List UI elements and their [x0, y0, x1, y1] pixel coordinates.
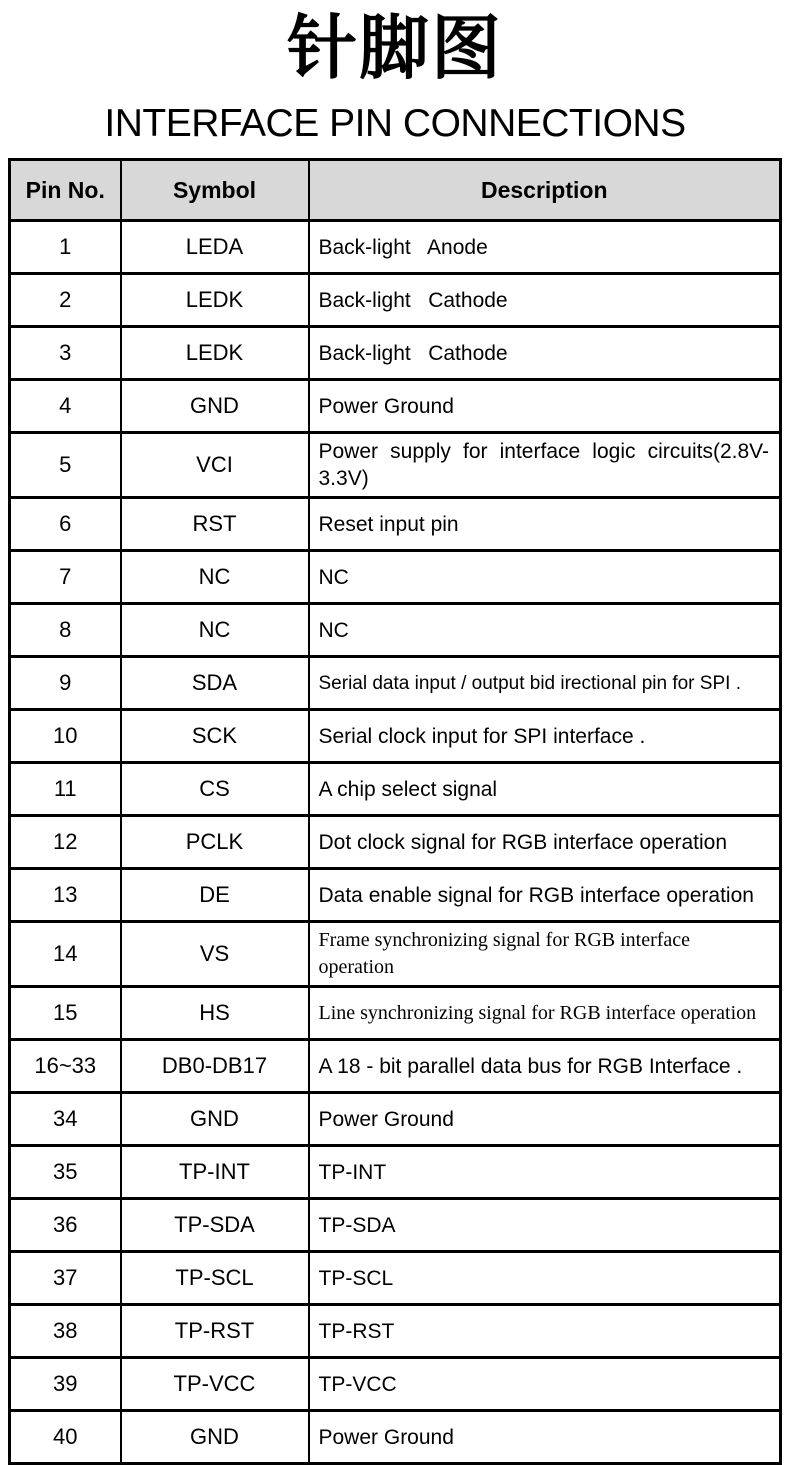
- description-cell: Data enable signal for RGB interface operation: [309, 869, 781, 922]
- table-row: [10, 274, 781, 327]
- description-cell: Dot clock signal for RGB interface operation: [309, 816, 781, 869]
- pin-cell: 14: [10, 922, 121, 987]
- symbol-cell: CS: [121, 763, 309, 816]
- symbol-cell: RST: [121, 498, 309, 551]
- pin-cell: 35: [10, 1146, 121, 1199]
- symbol-cell: TP-VCC: [121, 1358, 309, 1411]
- table-row: [10, 221, 781, 274]
- description-cell: TP-VCC: [309, 1358, 781, 1411]
- table-row: [10, 1093, 781, 1146]
- pin-cell: 10: [10, 710, 121, 763]
- symbol-cell: GND: [121, 1093, 309, 1146]
- symbol-cell: HS: [121, 987, 309, 1040]
- table-row: [10, 922, 781, 987]
- pin-cell: 37: [10, 1252, 121, 1305]
- pin-connections-table: [8, 158, 782, 1465]
- description-cell: Serial clock input for SPI interface .: [309, 710, 781, 763]
- pin-cell: 34: [10, 1093, 121, 1146]
- table-row: [10, 1146, 781, 1199]
- pin-cell: 7: [10, 551, 121, 604]
- symbol-cell: GND: [121, 380, 309, 433]
- table-row: [10, 604, 781, 657]
- description-cell: Power Ground: [309, 380, 781, 433]
- column-header-pin-no: Pin No.: [10, 160, 121, 221]
- table-body: [10, 221, 781, 1464]
- page-title-chinese: 针脚图: [287, 9, 503, 87]
- column-header-description: Description: [309, 160, 781, 221]
- pin-cell: 39: [10, 1358, 121, 1411]
- pin-cell: 12: [10, 816, 121, 869]
- table-row: [10, 710, 781, 763]
- pin-cell: 1: [10, 221, 121, 274]
- table-row: [10, 498, 781, 551]
- symbol-cell: GND: [121, 1411, 309, 1464]
- table-row: [10, 551, 781, 604]
- table-row: [10, 327, 781, 380]
- description-cell: Reset input pin: [309, 498, 781, 551]
- pin-cell: 13: [10, 869, 121, 922]
- table-row: [10, 1199, 781, 1252]
- table-header-row: [10, 160, 781, 221]
- pin-cell: 11: [10, 763, 121, 816]
- symbol-cell: NC: [121, 604, 309, 657]
- table-row: [10, 1411, 781, 1464]
- description-cell: Power Ground: [309, 1411, 781, 1464]
- description-cell: Back-light Cathode: [309, 327, 781, 380]
- symbol-cell: PCLK: [121, 816, 309, 869]
- pin-cell: 40: [10, 1411, 121, 1464]
- symbol-cell: TP-SDA: [121, 1199, 309, 1252]
- description-cell: TP-SDA: [309, 1199, 781, 1252]
- table-row: [10, 869, 781, 922]
- description-cell: TP-INT: [309, 1146, 781, 1199]
- pin-cell: 2: [10, 274, 121, 327]
- description-cell: A 18 - bit parallel data bus for RGB Interface .: [309, 1040, 781, 1093]
- table-row: [10, 433, 781, 498]
- description-cell: Back-light Cathode: [309, 274, 781, 327]
- description-cell: A chip select signal: [309, 763, 781, 816]
- description-cell: NC: [309, 604, 781, 657]
- pin-cell: 38: [10, 1305, 121, 1358]
- symbol-cell: TP-SCL: [121, 1252, 309, 1305]
- pin-cell: 8: [10, 604, 121, 657]
- symbol-cell: SCK: [121, 710, 309, 763]
- pin-cell: 3: [10, 327, 121, 380]
- symbol-cell: TP-RST: [121, 1305, 309, 1358]
- symbol-cell: LEDK: [121, 274, 309, 327]
- pin-cell: 15: [10, 987, 121, 1040]
- pin-cell: 6: [10, 498, 121, 551]
- symbol-cell: LEDA: [121, 221, 309, 274]
- symbol-cell: SDA: [121, 657, 309, 710]
- pin-cell: 16~33: [10, 1040, 121, 1093]
- table-row: [10, 1252, 781, 1305]
- symbol-cell: VS: [121, 922, 309, 987]
- description-cell: Line synchronizing signal for RGB interface operation: [309, 987, 781, 1040]
- description-cell: TP-SCL: [309, 1252, 781, 1305]
- description-cell: TP-RST: [309, 1305, 781, 1358]
- pin-cell: 36: [10, 1199, 121, 1252]
- table-row: [10, 380, 781, 433]
- description-cell: Back-light Anode: [309, 221, 781, 274]
- symbol-cell: NC: [121, 551, 309, 604]
- page-subtitle: INTERFACE PIN CONNECTIONS: [104, 102, 686, 145]
- column-header-symbol: Symbol: [121, 160, 309, 221]
- table-row: [10, 763, 781, 816]
- description-cell: Frame synchronizing signal for RGB interface operation: [309, 922, 781, 987]
- table-row: [10, 1358, 781, 1411]
- pin-cell: 9: [10, 657, 121, 710]
- symbol-cell: DB0-DB17: [121, 1040, 309, 1093]
- table-row: [10, 657, 781, 710]
- table-row: [10, 1040, 781, 1093]
- symbol-cell: TP-INT: [121, 1146, 309, 1199]
- description-cell: NC: [309, 551, 781, 604]
- table-row: [10, 1305, 781, 1358]
- description-cell: Power Ground: [309, 1093, 781, 1146]
- pin-cell: 5: [10, 433, 121, 498]
- symbol-cell: LEDK: [121, 327, 309, 380]
- description-cell: Power supply for interface logic circuits(2.8V-3.3V): [309, 433, 781, 498]
- symbol-cell: DE: [121, 869, 309, 922]
- pin-cell: 4: [10, 380, 121, 433]
- symbol-cell: VCI: [121, 433, 309, 498]
- description-cell: Serial data input / output bid irectional pin for SPI .: [309, 657, 781, 710]
- table-row: [10, 816, 781, 869]
- table-row: [10, 987, 781, 1040]
